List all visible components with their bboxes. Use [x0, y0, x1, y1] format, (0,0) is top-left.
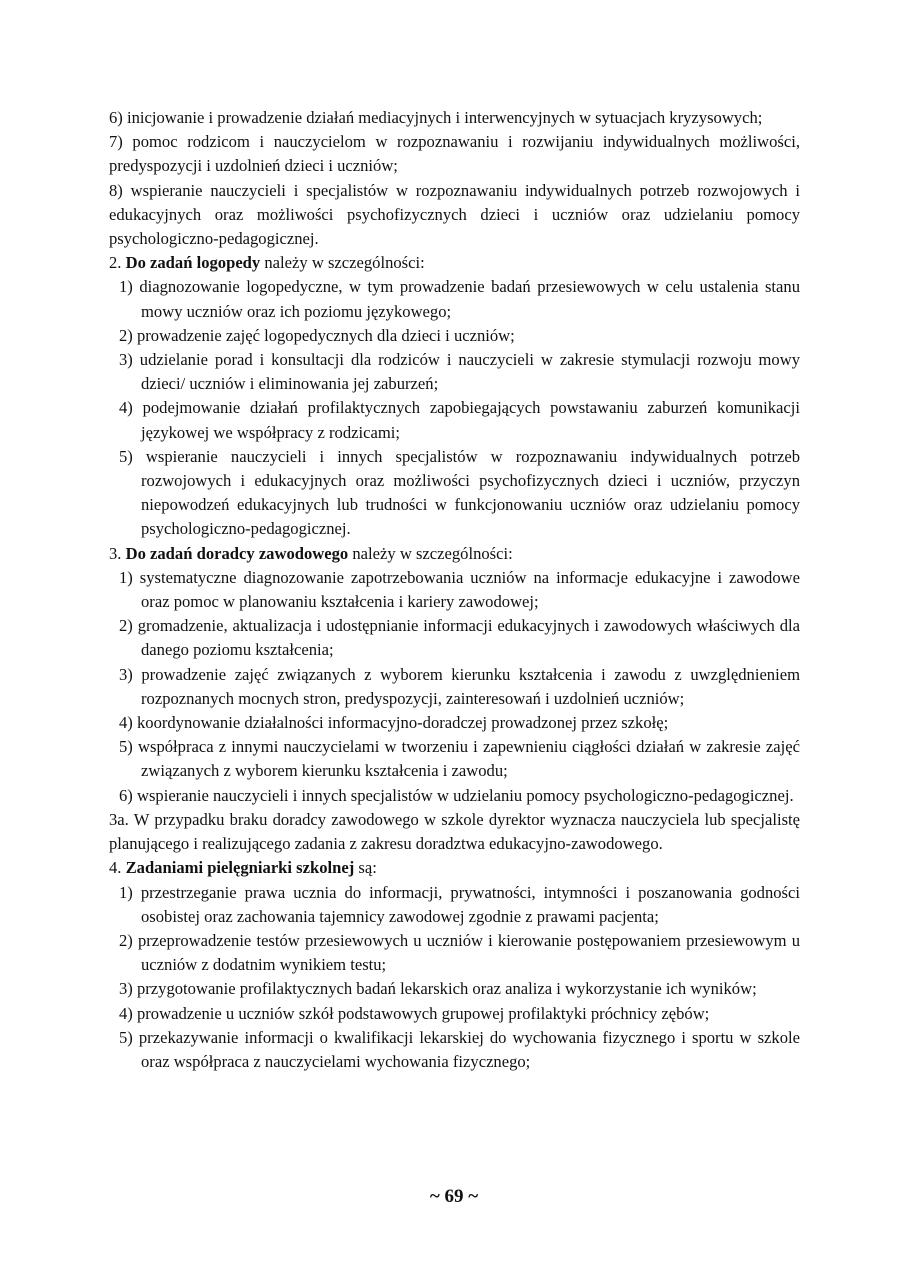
- list-item: 8) wspieranie nauczycieli i specjalistów w rozpoznawaniu indywidualnych potrzeb rozwojowych i edukacyjnych oraz możliwości psychofizycznych dzieci i uczniów oraz udzielaniu pomocy psychologiczno-pedagogicznej.: [109, 180, 800, 249]
- list-item: 3) prowadzenie zajęć związanych z wyborem kierunku kształcenia i zawodu z uwzględnieniem rozpoznanych mocnych stron, predyspozycji, zainteresowań i uzdolnień uczniów;: [119, 664, 800, 708]
- list-item: 1) systematyczne diagnozowanie zapotrzebowania uczniów na informacje edukacyjne i zawodowe oraz pomoc w planowaniu kształcenia i kariery zawodowej;: [119, 567, 800, 612]
- speech-therapist-section: [109, 251, 800, 541]
- list-item: 1) przestrzeganie prawa ucznia do informacji, prywatności, intymności i poszanowania godności osobistej oraz zachowania tajemnicy zawodowej zgodnie z prawami pacjenta;: [119, 882, 800, 926]
- school-nurse-section: [109, 856, 800, 1074]
- document-body: [109, 106, 800, 1074]
- list-item: 4) koordynowanie działalności informacyjno-doradczej prowadzonej przez szkołę;: [119, 713, 669, 733]
- list-item: 2) prowadzenie zajęć logopedycznych dla dzieci i uczniów;: [119, 325, 515, 345]
- list-item: 4) prowadzenie u uczniów szkół podstawowych grupowej profilaktyki próchnicy zębów;: [119, 1003, 710, 1023]
- page-number: ~ 69 ~: [429, 1186, 479, 1207]
- list-item: 5) przekazywanie informacji o kwalifikacji lekarskiej do wychowania fizycznego i sportu w szkole oraz współpraca z nauczycielami wychowania fizycznego;: [119, 1027, 800, 1071]
- list-item: 7) pomoc rodzicom i nauczycielom w rozpoznawaniu i rozwijaniu indywidualnych możliwości, predyspozycji i uzdolnień dzieci i uczniów;: [109, 132, 800, 176]
- paragraph-3a: 3a. W przypadku braku doradcy zawodowego w szkole dyrektor wyznacza nauczyciela lub specjalistę planującego i realizującego zadania z zakresu doradztwa edukacyjno-zawodowego.: [109, 809, 800, 854]
- section-heading-bold: Do zadań logopedy: [125, 253, 261, 273]
- career-advisor-section: [109, 542, 800, 808]
- section-heading-bold: Zadaniami pielęgniarki szkolnej: [125, 858, 355, 878]
- list-item: 5) wspieranie nauczycieli i innych specjalistów w rozpoznawaniu indywidualnych potrzeb rozwojowych i edukacyjnych oraz możliwości psychofizycznych dzieci i uczniów, przyczyn niepowodzeń edukacyjnych lub trudności w funkcjonowaniu uczniów oraz udzielaniu pomocy psychologiczno-pedagogicznej.: [119, 446, 800, 539]
- list-item: 4) podejmowanie działań profilaktycznych zapobiegających powstawaniu zaburzeń komunikacji językowej we współpracy z rodzicami;: [119, 398, 800, 442]
- list-item: 5) współpraca z innymi nauczycielami w tworzeniu i zapewnieniu ciągłości działań w zakresie zajęć związanych z wyborem kierunku kształcenia i zawodu;: [119, 737, 800, 781]
- section-heading: 3. Do zadań doradcy zawodowego należy w szczególności:: [109, 543, 513, 563]
- list-item: 2) gromadzenie, aktualizacja i udostępnianie informacji edukacyjnych i zawodowych właściwych dla danego poziomu kształcenia;: [119, 616, 800, 660]
- list-item: 3) udzielanie porad i konsultacji dla rodziców i nauczycieli w zakresie stymulacji rozwoju mowy dzieci/ uczniów i eliminowania jej zaburzeń;: [119, 350, 800, 394]
- section-heading-bold: Do zadań doradcy zawodowego: [125, 543, 349, 563]
- list-item: 1) diagnozowanie logopedyczne, w tym prowadzenie badań przesiewowych w celu ustalenia stanu mowy uczniów oraz ich poziomu językowego;: [119, 277, 800, 321]
- list-item: 6) inicjowanie i prowadzenie działań mediacyjnych i interwencyjnych w sytuacjach kryzysowych;: [109, 108, 763, 127]
- list-item: 6) wspieranie nauczycieli i innych specjalistów w udzielaniu pomocy psychologiczno-pedagogicznej.: [119, 785, 794, 805]
- list-item: 3) przygotowanie profilaktycznych badań lekarskich oraz analiza i wykorzystanie ich wyników;: [119, 979, 757, 999]
- psychologist-task-list: [109, 106, 800, 251]
- section-heading: 4. Zadaniami pielęgniarki szkolnej są:: [109, 858, 377, 878]
- section-heading: 2. Do zadań logopedy należy w szczególności:: [109, 253, 425, 273]
- list-item: 2) przeprowadzenie testów przesiewowych u uczniów i kierowanie postępowaniem przesiewowym u uczniów z dodatnim wynikiem testu;: [119, 930, 800, 975]
